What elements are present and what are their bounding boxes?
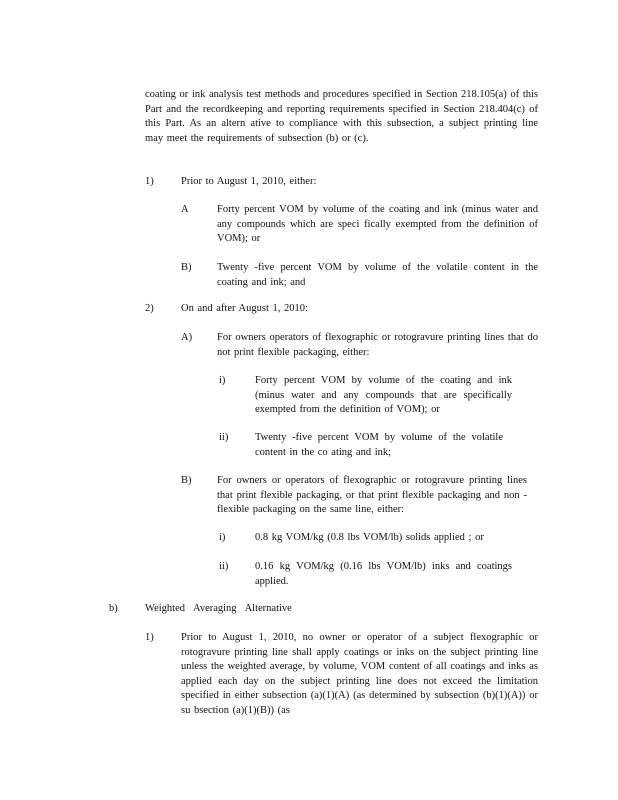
section-b-item-1-text: Prior to August 1, 2010, no owner or operator of a subject flexographic or rotogravure printing line shall apply coatings or inks on the subject printing line unless the weighted average, by volume, VOM content of all coatings and inks as applied each day on the subject printing line does not exceed the limitation specified in either subsection (a)(1)(A) (as determined by subsection (b)(1)(A)) or su bsection (a)(1)(B)) (as (181, 632, 538, 716)
item-2-sub-b-label: B) (181, 475, 192, 486)
item-1-label: 1) (145, 176, 154, 187)
item-2-sub-a-i-label: i) (219, 375, 226, 386)
item-2-sub-b-i-label: i) (219, 532, 226, 543)
item-2-sub-a-ii-label: ii) (219, 432, 229, 443)
intro-paragraph: coating or ink analysis test methods and procedures specified in Section 218.105(a) of this Part and the recordkeeping and reporting requirements specified in Section 218.404(c) of this Part. As an altern ative to compliance with this subsection, a subject printing line may meet the requirements of subsection (b) or (c). (145, 89, 538, 144)
item-2-text: On and after August 1, 2010: (181, 303, 308, 314)
item-1-sub-b-text: Twenty -five percent VOM by volume of the volatile content in the coating and ink; and (217, 262, 538, 288)
item-1-text: Prior to August 1, 2010, either: (181, 176, 317, 187)
item-1-sub-b-label: B) (181, 262, 192, 273)
item-2-sub-a-text: For owners operators of flexographic or rotogravure printing lines that do not print flexible packaging, either: (217, 332, 538, 358)
item-1-sub-a-label: A (181, 204, 189, 215)
section-b-label: b) (109, 603, 118, 614)
item-2-sub-b-ii-label: ii) (219, 561, 229, 572)
section-b-item-1-label: 1) (145, 632, 154, 643)
item-2-sub-b-ii-text: 0.16 kg VOM/kg (0.16 lbs VOM/lb) inks and coatings applied. (255, 561, 512, 587)
item-2-sub-b-i-text: 0.8 kg VOM/kg (0.8 lbs VOM/lb) solids applied ; or (255, 532, 484, 543)
item-2-sub-a-i-text: Forty percent VOM by volume of the coating and ink (minus water and any compounds that are specifically exempted from the definition of VOM); or (255, 375, 512, 416)
section-b-title: Weighted Averaging Alternative (145, 603, 292, 614)
item-2-label: 2) (145, 303, 154, 314)
item-2-sub-a-ii-text: Twenty -five percent VOM by volume of the volatile content in the co ating and ink; (255, 432, 503, 458)
item-2-sub-b-text: For owners or operators of flexographic or rotogravure printing lines that print flexible packaging, or that print flexible packaging and non -flexible packaging on the same line, either: (217, 475, 527, 516)
item-2-sub-a-label: A) (181, 332, 193, 343)
item-1-sub-a-text: Forty percent VOM by volume of the coating and ink (minus water and any compounds which are speci fically exempted from the definition of VOM); or (217, 204, 538, 245)
